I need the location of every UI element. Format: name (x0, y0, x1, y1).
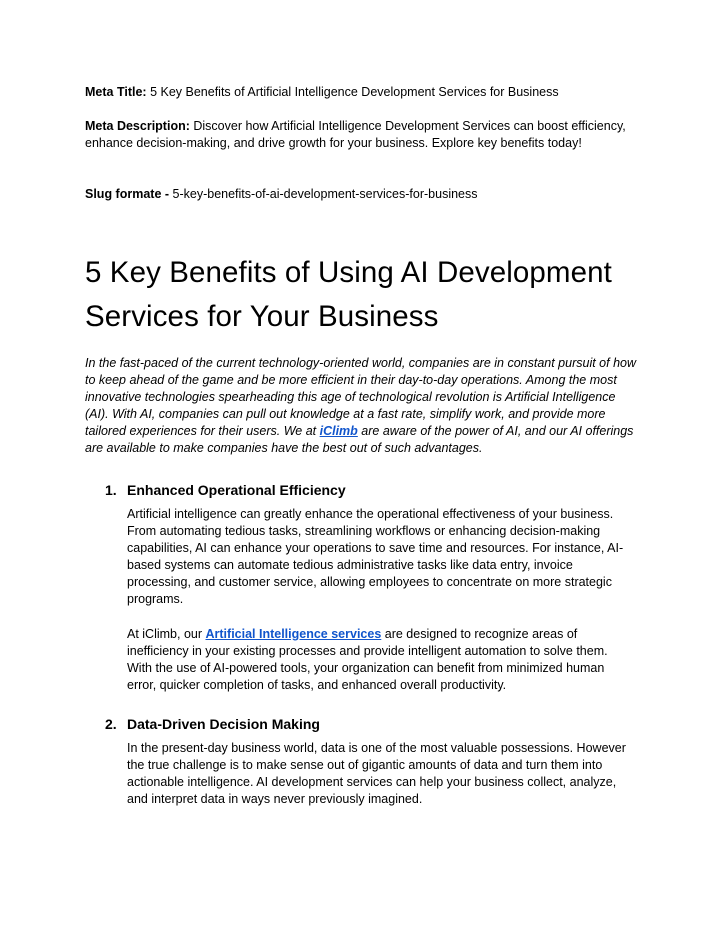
section-title: Enhanced Operational Efficiency (127, 482, 346, 498)
section-heading (105, 481, 635, 499)
section-title: Data-Driven Decision Making (127, 716, 320, 732)
section-body (127, 740, 635, 808)
section-number: 2. (105, 716, 117, 732)
section-body (127, 506, 635, 694)
intro-text-before: In the fast-paced of the current technology-oriented world, companies are in constant pursuit of how to keep ahead of the game and be more efficient in their day-to-day operations. Among the most innovative technologies spearheading this age of technological revolution is Artificial Intelligence (AI). With AI, companies can pull out knowledge at a fast rate, simplify work, and provide more tailored experiences for their users. We at (85, 356, 637, 439)
paragraph-text-after: are designed to recognize areas of inefficiency in your existing processes and provide intelligent automation to solve them. With the use of AI-powered tools, your organization can benefit from minimized human error, quicker completion of tasks, and enhanced overall productivity. (127, 626, 608, 692)
slug (85, 186, 645, 203)
meta-title-label: Meta Title: (85, 85, 147, 99)
page-title: 5 Key Benefits of Using AI Development Services for Your Business (85, 256, 612, 333)
section-heading (105, 715, 635, 733)
intro-paragraph (85, 355, 637, 458)
section-paragraph: In the present-day business world, data is one of the most valuable possessions. However the true challenge is to make sense out of gigantic amounts of data and turn them into actionable intelligence. AI development services can help your business collect, analyze, and interpret data in ways never previously imagined. (127, 741, 626, 807)
meta-description-value: Discover how Artificial Intelligence Development Services can boost efficiency, enhance decision-making, and drive growth for your business. Explore key benefits today! (85, 119, 626, 150)
section-number: 1. (105, 482, 117, 498)
meta-description-label: Meta Description: (85, 119, 190, 133)
section-data-driven-decision-making (105, 715, 635, 808)
ai-services-link[interactable]: Artificial Intelligence services (205, 626, 382, 641)
section-enhanced-operational-efficiency (105, 481, 635, 694)
intro-text-after: are aware of the power of AI, and our AI offerings are available to make companies have the best out of such advantages. (85, 424, 634, 456)
iclimb-link[interactable]: iClimb (319, 424, 358, 439)
meta-title-value: 5 Key Benefits of Artificial Intelligence Development Services for Business (146, 85, 559, 99)
section-paragraph: Artificial intelligence can greatly enhance the operational effectiveness of your business. From automating tedious tasks, streamlining workflows or enhancing decision-making capabilities, AI can enhance your operations to save time and resources. For instance, AI-based systems can automate tedious administrative tasks like data entry, invoice processing, and customer service, allowing employees to concentrate on more strategic programs. (127, 507, 624, 607)
section-paragraph (127, 626, 635, 694)
paragraph-text-before: At iClimb, our (127, 626, 206, 641)
slug-label: Slug formate - (85, 187, 173, 201)
meta-description (85, 118, 645, 152)
meta-title (85, 84, 645, 101)
slug-value: 5-key-benefits-of-ai-development-services-for-business (172, 187, 478, 201)
